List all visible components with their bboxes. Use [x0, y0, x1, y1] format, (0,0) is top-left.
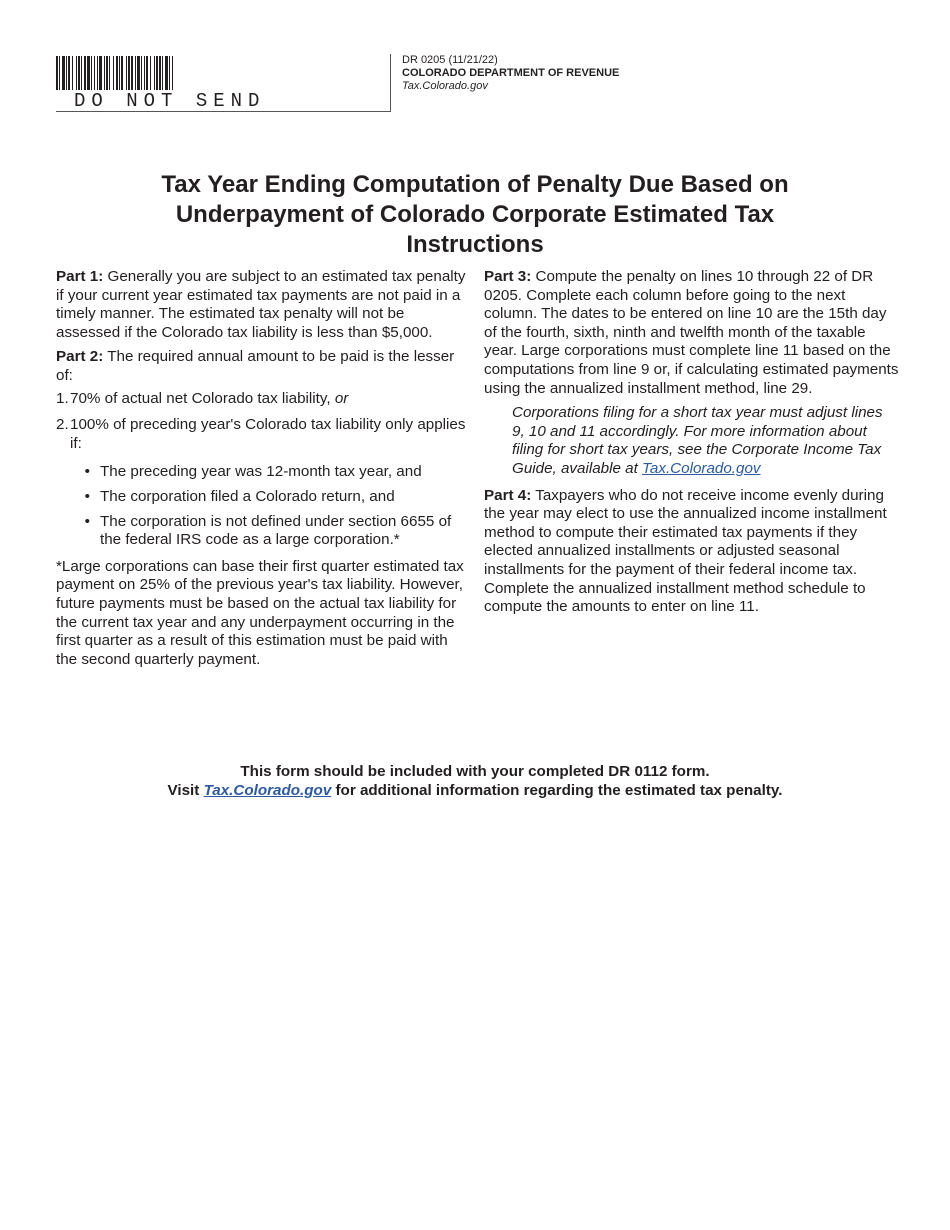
barcode-bar	[135, 56, 136, 90]
barcode-bar	[126, 56, 127, 90]
item-1-or: or	[334, 389, 349, 407]
footnote: *Large corporations can base their first quarter estimated tax payment on 25% of the previous year's tax liability. However, future payments must be based on the actual tax liability for the current tax year and any underpayment occurring in the first quarter as a result of this estimation must be paid with the second quarterly payment.	[56, 557, 464, 668]
part-1-label: Part 1:	[56, 268, 104, 285]
part-2-label: Part 2:	[56, 348, 104, 366]
barcode-bar	[146, 56, 148, 90]
bullet-icon: •	[84, 512, 90, 530]
list-item: • The corporation is not defined under section 6655 of the federal IRS code as a large corporation.*	[56, 513, 471, 550]
barcode-bar	[154, 56, 155, 90]
do-not-send-label: DO NOT SEND	[74, 90, 266, 112]
part-3-text: Compute the penalty on lines 10 through 22 of DR 0205. Complete each column before going to the next column. The dates to be entered on line 10 are the 15th day of the fourth, sixth, ninth and twelfth month of the taxable year. Large corporations must complete line 11 based on the computations from line 9 or, if calculating estimated payments using the annualized installment method, line 29.	[484, 268, 899, 397]
form-header	[402, 54, 619, 93]
part-3	[484, 268, 899, 398]
list-item: • The corporation filed a Colorado return, and	[56, 488, 471, 507]
footer-tax-colorado-link[interactable]: Tax.Colorado.gov	[203, 782, 332, 799]
barcode-bar	[159, 56, 161, 90]
barcode-bar	[172, 56, 173, 90]
barcode-bar	[121, 56, 123, 90]
footer-line-1: This form should be included with your completed DR 0112 form.	[240, 763, 710, 780]
footer-notice	[0, 762, 950, 800]
item-2-text: 100% of preceding year's Colorado tax liability only applies if:	[70, 416, 466, 452]
barcode-bar	[78, 56, 80, 90]
part-1	[56, 268, 471, 342]
barcode-bar	[62, 56, 65, 90]
barcode-bar	[104, 56, 105, 90]
barcode-bar	[169, 56, 170, 90]
barcode-bar	[94, 56, 95, 90]
barcode-bar	[97, 56, 98, 90]
barcode-bar	[68, 56, 70, 90]
barcode-bar	[109, 56, 110, 90]
department-name: COLORADO DEPARTMENT OF REVENUE	[402, 67, 620, 79]
short-year-note	[484, 404, 899, 478]
list-item: • The preceding year was 12-month tax year, and	[56, 463, 471, 482]
header-website: Tax.Colorado.gov	[402, 80, 488, 92]
tax-colorado-link[interactable]: Tax.Colorado.gov	[642, 459, 761, 477]
barcode-bar	[113, 56, 114, 90]
barcode-bar	[72, 56, 73, 90]
barcode-bar	[162, 56, 163, 90]
title-line-3: Instructions	[406, 231, 544, 258]
barcode-image	[56, 56, 278, 90]
bullet-icon: •	[84, 463, 90, 481]
barcode-bar	[137, 56, 140, 90]
title-line-1: Tax Year Ending Computation of Penalty Due Based on	[161, 171, 789, 198]
list-item	[56, 390, 471, 409]
barcode-bar	[119, 56, 120, 90]
barcode-bar	[76, 56, 77, 90]
barcode-bar	[56, 56, 58, 90]
barcode-bar	[156, 56, 158, 90]
barcode-block	[56, 54, 391, 112]
barcode-bar	[150, 56, 151, 90]
barcode-bar	[144, 56, 145, 90]
item-2-number: 2.	[56, 416, 69, 434]
left-column	[56, 268, 471, 675]
barcode-bar	[116, 56, 118, 90]
barcode-bar	[84, 56, 86, 90]
barcode-bar	[59, 56, 60, 90]
barcode-bar	[128, 56, 130, 90]
footer-line-2: Visit Tax.Colorado.gov for additional information regarding the estimated tax penalty.	[167, 782, 783, 799]
bullet-icon: •	[84, 487, 90, 505]
list-item	[56, 416, 471, 453]
note-text: Corporations filing for a short tax year must adjust lines 9, 10 and 11 accordingly. For more information about filing for short tax years, see the Corporate Income Tax Guide, available at	[512, 404, 883, 477]
item-1-text: 70% of actual net Colorado tax liability,	[70, 389, 335, 407]
barcode-bar	[66, 56, 67, 90]
item-1-number: 1.	[56, 389, 69, 407]
right-column	[484, 268, 899, 623]
conditions-list	[56, 463, 471, 549]
barcode-bar	[141, 56, 142, 90]
page-title	[100, 170, 850, 260]
barcode-bar	[81, 56, 82, 90]
part-2-text: The required annual amount to be paid is the lesser of:	[56, 348, 455, 384]
barcode-bar	[106, 56, 108, 90]
barcode-bar	[131, 56, 133, 90]
barcode-bar	[165, 56, 168, 90]
part-4	[484, 487, 899, 617]
part-2	[56, 348, 471, 385]
barcode-bar	[91, 56, 92, 90]
title-line-2: Underpayment of Colorado Corporate Estimated Tax	[175, 201, 775, 228]
form-id: DR 0205 (11/21/22)	[402, 54, 498, 66]
part-1-text: Generally you are subject to an estimated tax penalty if your current year estimated tax payments are not paid in a timely manner. The estimated tax penalty will not be assessed if the Colorado tax liability is less than $5,000.	[56, 268, 466, 341]
part-3-label: Part 3:	[484, 268, 532, 285]
part-4-text: Taxpayers who do not receive income evenly during the year may elect to use the annualized income installment method to compute their estimated tax payments if they elected annualized installments or adjusted seasonal installments for the payment of their federal income tax. Complete the annualized installment method schedule to compute the amounts to enter on line 11.	[484, 486, 887, 616]
barcode-bar	[87, 56, 90, 90]
barcode-bar	[99, 56, 102, 90]
part-4-label: Part 4:	[484, 486, 532, 504]
